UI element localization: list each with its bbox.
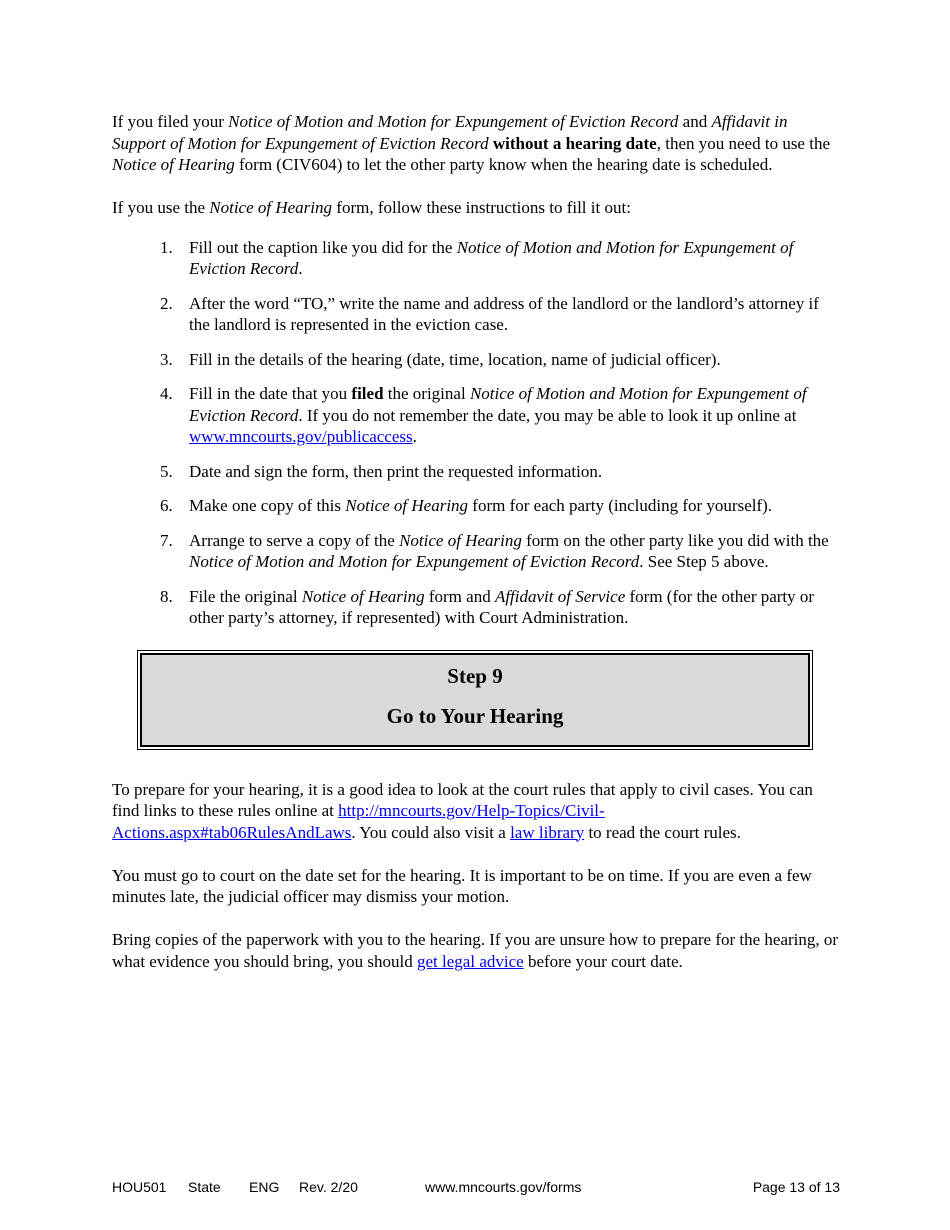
list-item: 6. Make one copy of this Notice of Hearing form for each party (including for yourself). — [160, 496, 773, 515]
page-content — [112, 111, 840, 972]
hearing-paragraph-1: To prepare for your hearing, it is a good idea to look at the court rules that apply to civil cases. You can find links to these rules online at http://mncourts.gov/Help-Topics/Civil-Actions.aspx#tab06RulesAndLaws. You could also visit a law library to read the court rules. — [112, 779, 813, 842]
revision: Rev. 2/20 — [299, 1179, 358, 1195]
legal-advice-link[interactable]: get legal advice — [417, 951, 524, 971]
language: ENG — [249, 1179, 280, 1195]
step-box-inner — [140, 653, 810, 747]
instruction-list — [112, 237, 840, 629]
step-title: Step 9 — [447, 663, 503, 688]
civil-rules-link[interactable]: http://mncourts.gov/Help-Topics/Civil-Actions.aspx#tab06RulesAndLaws — [112, 801, 605, 842]
list-item: 5. Date and sign the form, then print the requested information. — [160, 461, 603, 481]
law-library-link[interactable]: law library — [510, 822, 585, 842]
page-footer — [112, 1179, 840, 1199]
form-code: HOU501 — [112, 1179, 167, 1195]
hearing-paragraph-3: Bring copies of the paperwork with you to the hearing. If you are unsure how to prepare for the hearing, or what evidence you should bring, you should get legal advice before your court date. — [112, 930, 839, 971]
list-item: 7. Arrange to serve a copy of the Notice of Hearing form on the other party like you did with the Notice of Motion and Motion for Expungement of Eviction Record. See Step 5 above. — [160, 530, 829, 571]
list-item: 4. Fill in the date that you filed the original Notice of Motion and Motion for Expungement of Eviction Record. If you do not remember the date, you may be able to look it up online at www.mncourts.gov/publicaccess. — [160, 384, 807, 446]
publicaccess-link[interactable]: www.mncourts.gov/publicaccess — [189, 427, 413, 446]
page-number: Page 13 of 13 — [752, 1179, 840, 1195]
jurisdiction: State — [188, 1179, 221, 1195]
intro-paragraph-1: If you filed your Notice of Motion and Motion for Expungement of Eviction Record and Affidavit in Support of Motion for Expungement of Eviction Record without a hearing date, then you need to use the Notice of Hearing form (CIV604) to let the other party know when the hearing date is scheduled. — [112, 112, 830, 174]
step-subtitle: Go to Your Hearing — [386, 703, 564, 728]
list-item: 8. File the original Notice of Hearing form and Affidavit of Service form (for the other party or other party’s attorney, if represented) with Court Administration. — [160, 586, 815, 627]
list-item: 2. After the word “TO,” write the name and address of the landlord or the landlord’s attorney if the landlord is represented in the eviction case. — [160, 293, 819, 334]
list-item: 3. Fill in the details of the hearing (date, time, location, name of judicial officer). — [160, 349, 721, 369]
forms-website: www.mncourts.gov/forms — [425, 1179, 582, 1195]
step-9-heading-box — [137, 650, 813, 750]
intro-paragraph-2: If you use the Notice of Hearing form, follow these instructions to fill it out: — [112, 198, 631, 217]
list-item: 1. Fill out the caption like you did for the Notice of Motion and Motion for Expungement of Eviction Record. — [160, 237, 794, 278]
hearing-paragraph-2: You must go to court on the date set for the hearing. It is important to be on time. If you are even a few minutes late, the judicial officer may dismiss your motion. — [112, 865, 812, 906]
